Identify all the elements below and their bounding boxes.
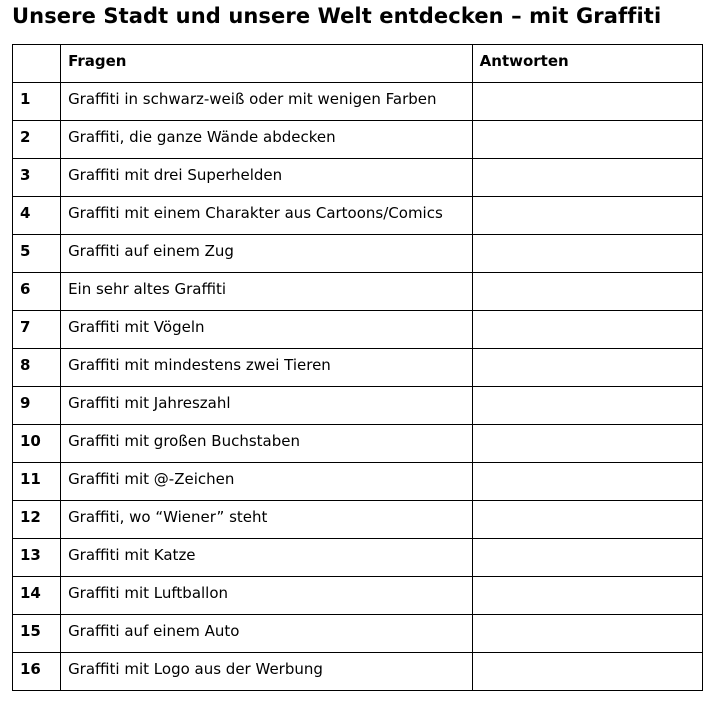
row-number-cell	[13, 83, 61, 121]
row-question-cell	[61, 349, 473, 387]
row-question: Graffiti mit großen Buchstaben	[68, 432, 300, 450]
row-number: 8	[20, 356, 31, 374]
row-answer-field[interactable]	[473, 463, 702, 470]
row-answer-field[interactable]	[473, 501, 702, 508]
header-number-cell	[13, 45, 61, 83]
row-number: 13	[20, 546, 41, 564]
table-row	[13, 501, 703, 539]
table-row	[13, 539, 703, 577]
row-answer-field[interactable]	[473, 349, 702, 356]
row-answer-field-cell[interactable]	[472, 463, 702, 501]
row-number: 6	[20, 280, 31, 298]
row-number-cell	[13, 235, 61, 273]
row-question: Graffiti mit einem Charakter aus Cartoons/Comics	[68, 204, 443, 222]
row-question-cell	[61, 159, 473, 197]
row-question: Graffiti mit Logo aus der Werbung	[68, 660, 323, 678]
row-question: Graffiti mit mindestens zwei Tieren	[68, 356, 331, 374]
row-answer-field[interactable]	[473, 273, 702, 280]
table-row	[13, 197, 703, 235]
row-number: 5	[20, 242, 31, 260]
row-answer-field-cell[interactable]	[472, 159, 702, 197]
row-number-cell	[13, 311, 61, 349]
row-number-cell	[13, 121, 61, 159]
row-number: 11	[20, 470, 41, 488]
table-row	[13, 349, 703, 387]
row-answer-field-cell[interactable]	[472, 197, 702, 235]
table-row	[13, 653, 703, 691]
row-number-cell	[13, 349, 61, 387]
row-number: 12	[20, 508, 41, 526]
table-body	[13, 83, 703, 691]
row-answer-field-cell[interactable]	[472, 425, 702, 463]
row-number: 2	[20, 128, 31, 146]
table-row	[13, 463, 703, 501]
row-question-cell	[61, 387, 473, 425]
row-question: Graffiti auf einem Auto	[68, 622, 240, 640]
row-number: 14	[20, 584, 41, 602]
row-number-cell	[13, 539, 61, 577]
row-answer-field-cell[interactable]	[472, 273, 702, 311]
row-answer-field[interactable]	[473, 311, 702, 318]
row-question-cell	[61, 197, 473, 235]
row-number-cell	[13, 577, 61, 615]
row-answer-field-cell[interactable]	[472, 83, 702, 121]
row-question-cell	[61, 539, 473, 577]
row-question-cell	[61, 501, 473, 539]
row-answer-field-cell[interactable]	[472, 387, 702, 425]
row-question: Graffiti mit drei Superhelden	[68, 166, 283, 184]
table-row	[13, 121, 703, 159]
table-row	[13, 311, 703, 349]
row-answer-field[interactable]	[473, 159, 702, 166]
row-number-cell	[13, 197, 61, 235]
row-number-cell	[13, 387, 61, 425]
row-question-cell	[61, 577, 473, 615]
row-number-cell	[13, 425, 61, 463]
page-title: Unsere Stadt und unsere Welt entdecken – mit Graffiti	[12, 4, 662, 28]
row-number-cell	[13, 159, 61, 197]
table-row	[13, 577, 703, 615]
row-answer-field[interactable]	[473, 539, 702, 546]
row-question: Graffiti, die ganze Wände abdecken	[68, 128, 336, 146]
row-question: Ein sehr altes Graffiti	[68, 280, 227, 298]
row-number: 15	[20, 622, 41, 640]
table-row	[13, 83, 703, 121]
row-question: Graffiti auf einem Zug	[68, 242, 234, 260]
table-row	[13, 159, 703, 197]
row-answer-field[interactable]	[473, 197, 702, 204]
row-answer-field-cell[interactable]	[472, 577, 702, 615]
row-question: Graffiti mit Vögeln	[68, 318, 205, 336]
table-row	[13, 235, 703, 273]
row-answer-field-cell[interactable]	[472, 653, 702, 691]
row-number: 1	[20, 90, 31, 108]
row-number-cell	[13, 615, 61, 653]
row-answer-field[interactable]	[473, 235, 702, 242]
row-answer-field-cell[interactable]	[472, 615, 702, 653]
row-answer-field[interactable]	[473, 653, 702, 660]
header-questions-cell	[61, 45, 473, 83]
row-number-cell	[13, 273, 61, 311]
row-question-cell	[61, 463, 473, 501]
row-question-cell	[61, 121, 473, 159]
row-question: Graffiti in schwarz-weiß oder mit wenigen Farben	[68, 90, 437, 108]
table-row	[13, 615, 703, 653]
row-number-cell	[13, 463, 61, 501]
row-number: 7	[20, 318, 31, 336]
row-answer-field-cell[interactable]	[472, 501, 702, 539]
row-number: 9	[20, 394, 31, 412]
header-questions-label: Fragen	[68, 52, 127, 70]
table-row	[13, 387, 703, 425]
row-question-cell	[61, 83, 473, 121]
row-number: 10	[20, 432, 41, 450]
row-question-cell	[61, 311, 473, 349]
table-row	[13, 425, 703, 463]
row-answer-field[interactable]	[473, 387, 702, 394]
row-question: Graffiti mit Jahreszahl	[68, 394, 231, 412]
row-question-cell	[61, 273, 473, 311]
table-header-row	[13, 45, 703, 83]
row-number: 4	[20, 204, 31, 222]
row-question-cell	[61, 653, 473, 691]
row-answer-field-cell[interactable]	[472, 121, 702, 159]
row-number: 3	[20, 166, 31, 184]
row-number-cell	[13, 653, 61, 691]
row-number-cell	[13, 501, 61, 539]
row-answer-field[interactable]	[473, 577, 702, 584]
row-answer-field[interactable]	[473, 83, 702, 90]
table-row	[13, 273, 703, 311]
row-answer-field[interactable]	[473, 615, 702, 622]
row-question-cell	[61, 235, 473, 273]
row-question-cell	[61, 425, 473, 463]
row-question: Graffiti mit Luftballon	[68, 584, 229, 602]
header-answers-label: Antworten	[479, 52, 569, 70]
header-number-label	[13, 45, 60, 52]
row-answer-field[interactable]	[473, 121, 702, 128]
row-answer-field-cell[interactable]	[472, 349, 702, 387]
row-answer-field[interactable]	[473, 425, 702, 432]
row-number: 16	[20, 660, 41, 678]
row-answer-field-cell[interactable]	[472, 235, 702, 273]
row-question: Graffiti, wo “Wiener” steht	[68, 508, 268, 526]
row-question-cell	[61, 615, 473, 653]
row-question: Graffiti mit @-Zeichen	[68, 470, 235, 488]
row-answer-field-cell[interactable]	[472, 311, 702, 349]
row-question: Graffiti mit Katze	[68, 546, 196, 564]
header-answers-cell	[472, 45, 702, 83]
questions-table	[12, 44, 703, 691]
row-answer-field-cell[interactable]	[472, 539, 702, 577]
